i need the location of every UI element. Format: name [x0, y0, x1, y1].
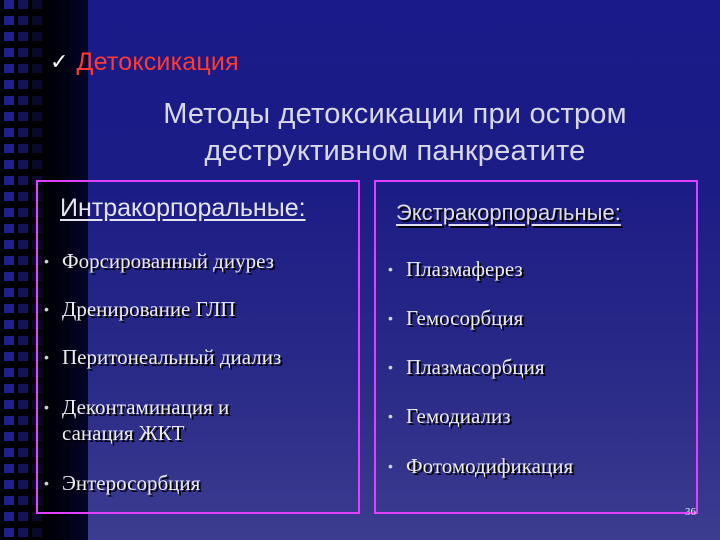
bullet-icon: •	[388, 261, 393, 277]
list-item	[44, 248, 274, 274]
list-item-text: Гемодиализ	[406, 404, 511, 428]
list-item	[388, 453, 573, 479]
list-item-text: Фотомодификация	[406, 454, 574, 478]
list-item-line: Деконтаминация и	[62, 395, 230, 419]
square-pattern	[18, 0, 28, 540]
slide-heading	[50, 48, 239, 77]
list-item-text: Плазмасорбция	[406, 355, 545, 379]
bullet-icon: •	[44, 253, 49, 269]
list-item-text: Дренирование ГЛП	[62, 297, 236, 321]
list-item	[388, 305, 523, 331]
list-item-text: Плазмаферез	[406, 257, 523, 281]
subtitle-line-2: деструктивном панкреатите	[204, 135, 586, 167]
list-item-text: Энтеросорбция	[62, 471, 201, 495]
bullet-icon: •	[44, 349, 49, 365]
list-item	[44, 470, 200, 496]
check-icon: ✓	[50, 49, 69, 75]
list-item-text: Перитонеальный диализ	[62, 345, 282, 369]
bullet-icon: •	[388, 359, 393, 375]
list-item-text	[62, 394, 229, 446]
list-item	[44, 296, 236, 322]
page-number: 36	[685, 506, 696, 518]
subtitle-line-1: Методы детоксикации при остром	[163, 98, 627, 130]
list-item	[388, 256, 523, 282]
bullet-icon: •	[388, 310, 393, 326]
list-item	[388, 354, 545, 380]
bullet-icon: •	[44, 399, 49, 415]
heading-text: Детоксикация	[76, 48, 239, 76]
list-item	[44, 394, 229, 446]
list-item	[44, 344, 281, 370]
slide-subtitle	[90, 96, 700, 170]
left-column-title: Интракорпоральные:	[60, 194, 306, 222]
bullet-icon: •	[44, 475, 49, 491]
bullet-icon: •	[44, 301, 49, 317]
bullet-icon: •	[388, 408, 393, 424]
right-column-title: Экстракорпоральные:	[396, 200, 621, 225]
list-item-text: Форсированный диурез	[62, 249, 274, 273]
square-pattern	[4, 0, 14, 540]
list-item	[388, 403, 511, 429]
list-item-line: санация ЖКТ	[62, 421, 185, 445]
list-item-text: Гемосорбция	[406, 306, 524, 330]
bullet-icon: •	[388, 458, 393, 474]
